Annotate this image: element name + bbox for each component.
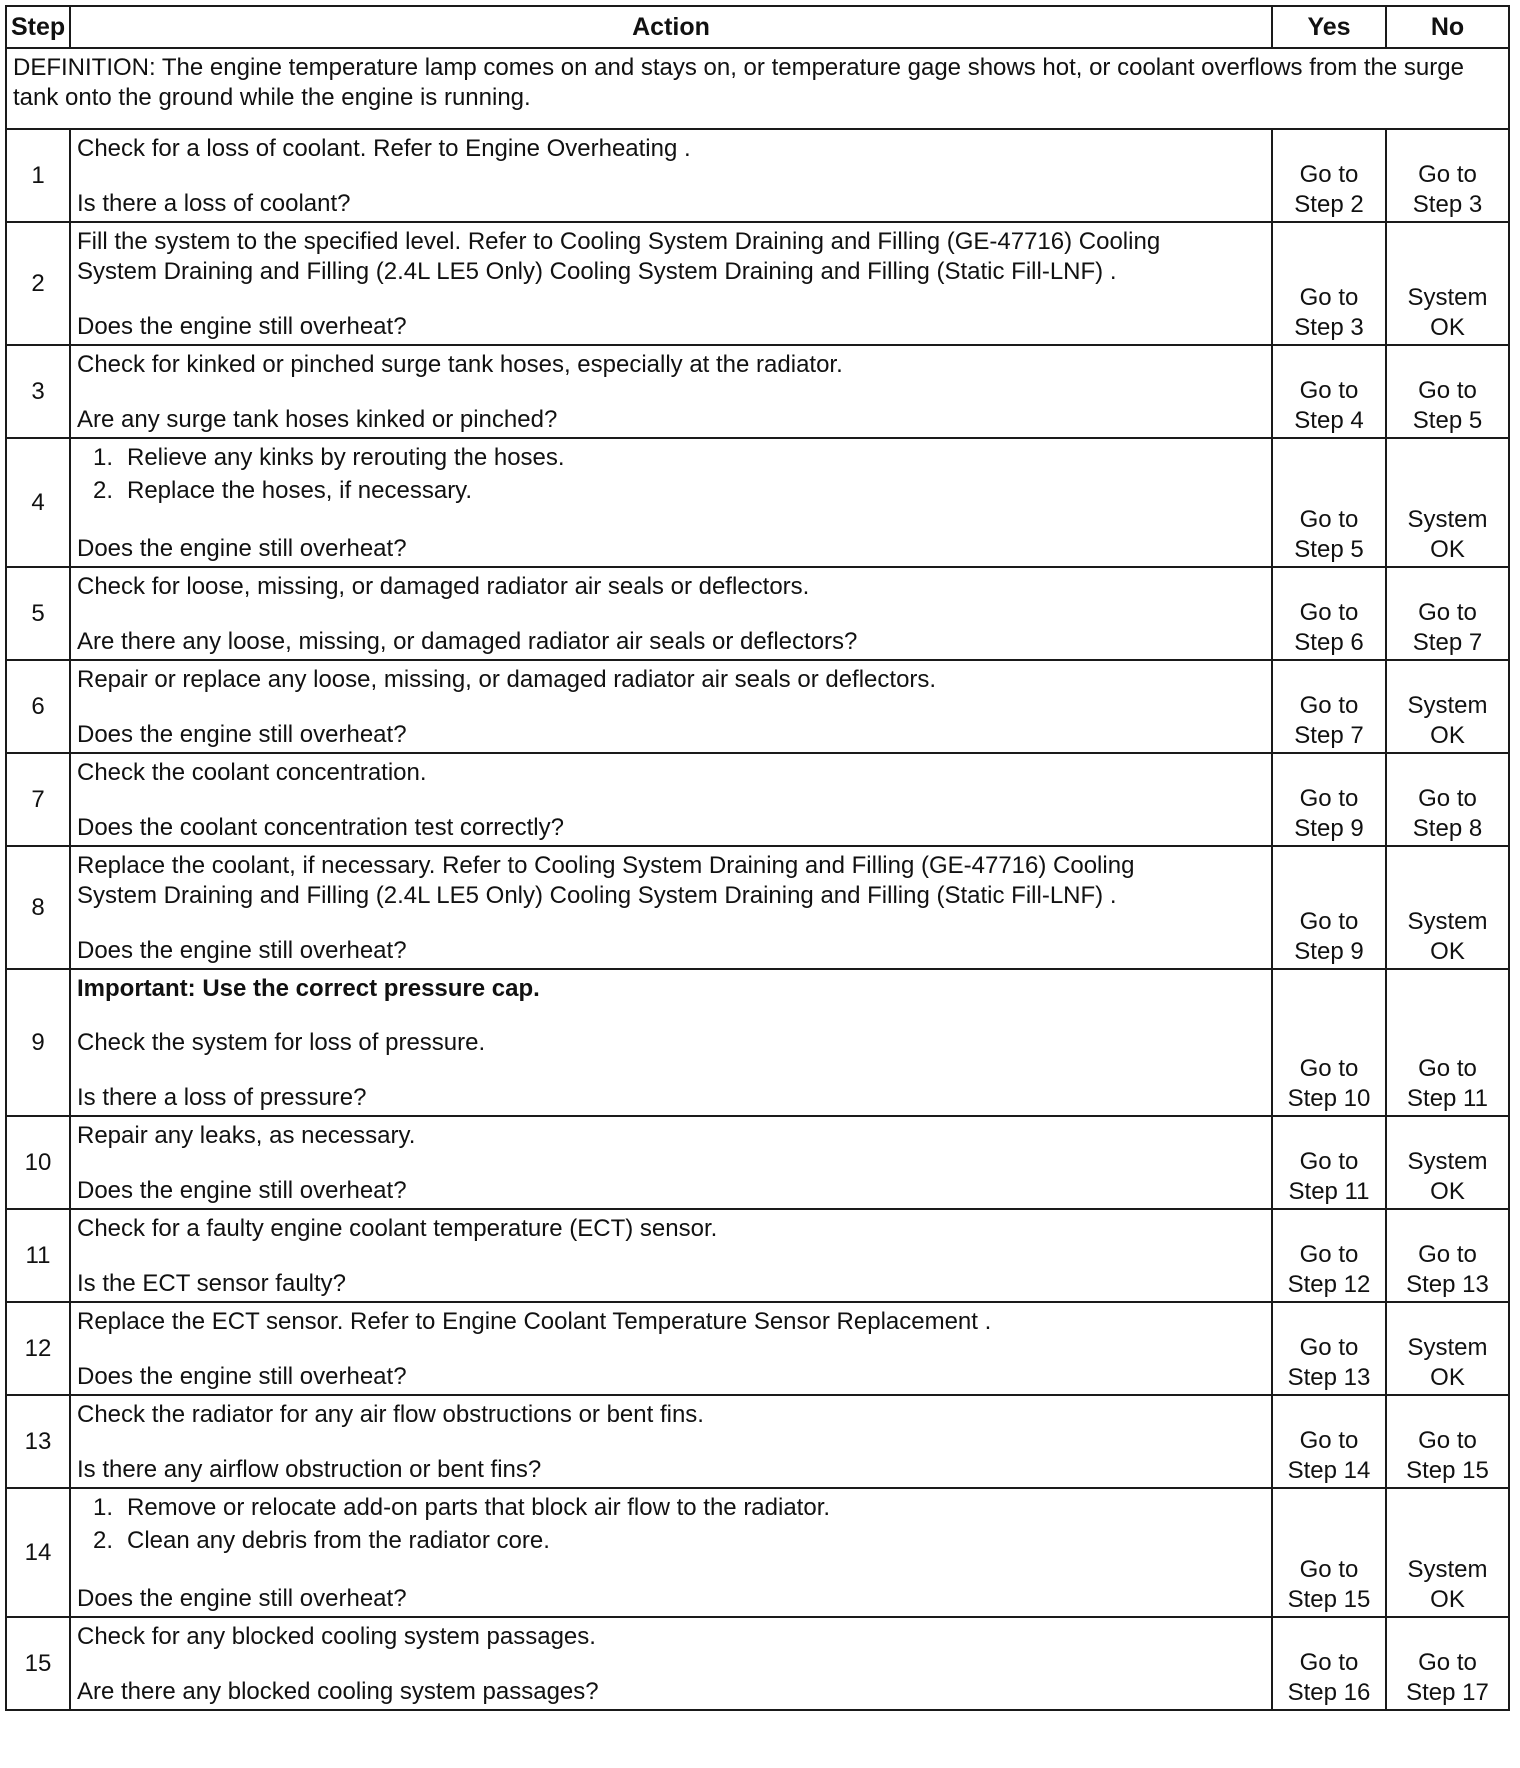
step-number: 12 (6, 1302, 70, 1395)
action-cell (70, 222, 1272, 345)
action-cell (70, 1395, 1272, 1488)
table-row (6, 438, 1509, 567)
yes-cell (1272, 345, 1386, 438)
spacer (77, 695, 1265, 720)
action-question: Are there any loose, missing, or damaged radiator air seals or deflectors? (77, 628, 858, 655)
no-result: Go to (1418, 785, 1477, 812)
no-cell (1386, 129, 1509, 222)
spacer (77, 1337, 1265, 1362)
spacer (77, 1559, 1265, 1584)
step-number: 10 (6, 1116, 70, 1209)
yes-result: Go to (1299, 785, 1359, 812)
list-item-text: Remove or relocate add-on parts that block air flow to the radiator. (127, 1494, 831, 1521)
no-result: Step 13 (1406, 1271, 1489, 1298)
list-item-text: Relieve any kinks by rerouting the hoses. (127, 444, 565, 471)
action-text: Check for any blocked cooling system passages. (77, 1623, 596, 1650)
table-row (6, 753, 1509, 846)
action-question: Does the engine still overheat? (77, 313, 407, 340)
yes-result: Go to (1299, 1427, 1359, 1454)
yes-cell (1272, 1395, 1386, 1488)
no-result: System (1407, 908, 1488, 935)
action-text: Check the coolant concentration. (77, 759, 427, 786)
action-text: Replace the coolant, if necessary. Refer to Cooling System Draining and Filling (GE-47716) Cooling (77, 852, 1135, 879)
yes-result: Step 4 (1294, 407, 1364, 434)
no-result: Go to (1418, 1055, 1477, 1082)
yes-result: Step 14 (1287, 1457, 1371, 1484)
step-number: 13 (6, 1395, 70, 1488)
action-cell (70, 969, 1272, 1116)
yes-result: Step 15 (1287, 1586, 1371, 1613)
action-question: Does the engine still overheat? (77, 1177, 407, 1204)
spacer (77, 1151, 1265, 1176)
action-cell (70, 1209, 1272, 1302)
step-number: 1 (6, 129, 70, 222)
no-cell (1386, 1116, 1509, 1209)
spacer (77, 380, 1265, 405)
action-cell (70, 345, 1272, 438)
table-row (6, 846, 1509, 969)
no-result: Go to (1418, 377, 1477, 404)
no-result: OK (1430, 536, 1465, 563)
list-item-number: 1. (93, 444, 114, 471)
list-item-text: Replace the hoses, if necessary. (127, 477, 473, 504)
yes-result: Go to (1299, 161, 1359, 188)
step-number: 9 (6, 969, 70, 1116)
table-row (6, 129, 1509, 222)
list-item-text: Clean any debris from the radiator core. (127, 1527, 550, 1554)
action-question: Is there any airflow obstruction or bent fins? (77, 1456, 542, 1483)
no-result: Go to (1418, 599, 1477, 626)
yes-result: Step 11 (1288, 1178, 1370, 1205)
action-text: Repair or replace any loose, missing, or damaged radiator air seals or deflectors. (77, 666, 937, 693)
action-list-item (77, 443, 1265, 473)
table-row (6, 1617, 1509, 1710)
spacer (77, 1430, 1265, 1455)
step-number: 8 (6, 846, 70, 969)
no-result: OK (1430, 938, 1465, 965)
step-number: 3 (6, 345, 70, 438)
step-number: 15 (6, 1617, 70, 1710)
no-cell (1386, 753, 1509, 846)
yes-result: Go to (1299, 506, 1359, 533)
step-number: 4 (6, 438, 70, 567)
no-result: OK (1430, 722, 1465, 749)
yes-cell (1272, 969, 1386, 1116)
spacer (77, 1652, 1265, 1677)
important-note: Important: Use the correct pressure cap. (77, 975, 540, 1002)
table-row (6, 660, 1509, 753)
no-result: System (1407, 1556, 1488, 1583)
step-number: 14 (6, 1488, 70, 1617)
action-text: Repair any leaks, as necessary. (77, 1122, 416, 1149)
diagnostic-table (5, 5, 1510, 1711)
table-row (6, 1488, 1509, 1617)
no-cell (1386, 1302, 1509, 1395)
list-item-number: 2. (93, 1527, 114, 1554)
action-question: Does the engine still overheat? (77, 937, 407, 964)
action-text: Check the radiator for any air flow obstructions or bent fins. (77, 1401, 704, 1428)
no-result: System (1407, 284, 1488, 311)
yes-cell (1272, 438, 1386, 567)
action-cell (70, 1302, 1272, 1395)
step-number: 11 (6, 1209, 70, 1302)
yes-cell (1272, 567, 1386, 660)
no-result: System (1407, 506, 1488, 533)
yes-result: Go to (1299, 284, 1359, 311)
spacer (77, 911, 1265, 936)
no-cell (1386, 1488, 1509, 1617)
yes-result: Step 2 (1294, 191, 1364, 218)
yes-result: Step 9 (1294, 938, 1364, 965)
step-number: 6 (6, 660, 70, 753)
spacer (77, 287, 1265, 312)
yes-result: Go to (1299, 1148, 1359, 1175)
yes-cell (1272, 660, 1386, 753)
yes-cell (1272, 222, 1386, 345)
header-action: Action (70, 6, 1272, 48)
action-cell (70, 660, 1272, 753)
no-cell (1386, 567, 1509, 660)
yes-result: Go to (1299, 1334, 1359, 1361)
action-question: Does the engine still overheat? (77, 535, 407, 562)
action-cell (70, 1488, 1272, 1617)
yes-result: Step 16 (1287, 1679, 1371, 1706)
action-text: Check for a faulty engine coolant temperature (ECT) sensor. (77, 1215, 718, 1242)
table-row (6, 1395, 1509, 1488)
no-cell (1386, 345, 1509, 438)
action-question: Are any surge tank hoses kinked or pinched? (77, 406, 558, 433)
action-question: Does the coolant concentration test correctly? (77, 814, 564, 841)
no-cell (1386, 969, 1509, 1116)
no-result: Step 17 (1406, 1679, 1489, 1706)
spacer (77, 1244, 1265, 1269)
no-result: System (1407, 1334, 1488, 1361)
table-row (6, 1209, 1509, 1302)
yes-result: Go to (1299, 1055, 1359, 1082)
no-result: Step 5 (1412, 407, 1483, 434)
action-question: Is there a loss of coolant? (77, 190, 351, 217)
definition-text: DEFINITION: The engine temperature lamp comes on and stays on, or temperature gage shows hot, or coolant overflows from the surge tank onto the ground while the engine is running. (6, 48, 1509, 129)
yes-result: Step 3 (1294, 314, 1364, 341)
action-text: Replace the ECT sensor. Refer to Engine Coolant Temperature Sensor Replacement . (77, 1308, 992, 1335)
no-result: System (1407, 692, 1488, 719)
no-cell (1386, 1617, 1509, 1710)
action-cell (70, 753, 1272, 846)
spacer (77, 602, 1265, 627)
action-list-item (77, 1493, 1265, 1523)
table-row (6, 345, 1509, 438)
yes-cell (1272, 1617, 1386, 1710)
action-text: Check for kinked or pinched surge tank hoses, especially at the radiator. (77, 351, 843, 378)
no-result: OK (1430, 1178, 1465, 1205)
no-result: Go to (1418, 161, 1477, 188)
spacer (77, 1058, 1265, 1083)
no-result: System (1407, 1148, 1488, 1175)
action-cell (70, 129, 1272, 222)
spacer (77, 164, 1265, 189)
action-text: Fill the system to the specified level. Refer to Cooling System Draining and Filling (GE-47716) Cooling (77, 228, 1161, 255)
no-result: Go to (1418, 1241, 1477, 1268)
table-row (6, 567, 1509, 660)
no-result: Step 7 (1412, 629, 1483, 656)
action-cell (70, 1617, 1272, 1710)
action-question: Does the engine still overheat? (77, 1585, 407, 1612)
yes-cell (1272, 846, 1386, 969)
header-yes: Yes (1272, 6, 1386, 48)
action-text: Check the system for loss of pressure. (77, 1029, 486, 1056)
no-result: Go to (1418, 1649, 1477, 1676)
action-list-item (77, 476, 1265, 506)
action-cell (70, 1116, 1272, 1209)
step-number: 7 (6, 753, 70, 846)
no-result: Go to (1418, 1427, 1477, 1454)
spacer (77, 509, 1265, 534)
yes-cell (1272, 1116, 1386, 1209)
yes-cell (1272, 1488, 1386, 1617)
spacer (77, 1004, 1265, 1028)
diagnostic-table-sheet (5, 5, 1508, 1764)
yes-result: Go to (1299, 599, 1359, 626)
no-result: OK (1430, 1586, 1465, 1613)
yes-cell (1272, 753, 1386, 846)
no-result: Step 15 (1406, 1457, 1489, 1484)
action-cell (70, 846, 1272, 969)
list-item-number: 1. (93, 1494, 114, 1521)
no-cell (1386, 660, 1509, 753)
no-cell (1386, 1395, 1509, 1488)
action-cell (70, 567, 1272, 660)
yes-cell (1272, 129, 1386, 222)
yes-cell (1272, 1209, 1386, 1302)
action-list-item (77, 1526, 1265, 1556)
yes-result: Step 6 (1294, 629, 1364, 656)
action-question: Is the ECT sensor faulty? (77, 1270, 347, 1297)
action-question: Does the engine still overheat? (77, 1363, 407, 1390)
yes-result: Go to (1299, 1241, 1359, 1268)
no-cell (1386, 222, 1509, 345)
step-number: 2 (6, 222, 70, 345)
action-question: Is there a loss of pressure? (77, 1084, 367, 1111)
header-step: Step (6, 6, 70, 48)
yes-result: Step 9 (1294, 815, 1364, 842)
yes-cell (1272, 1302, 1386, 1395)
header-row (6, 6, 1509, 48)
yes-result: Step 10 (1287, 1085, 1371, 1112)
header-no: No (1386, 6, 1509, 48)
list-item-number: 2. (93, 477, 114, 504)
yes-result: Step 5 (1294, 536, 1364, 563)
no-cell (1386, 438, 1509, 567)
table-row (6, 969, 1509, 1116)
no-result: Step 8 (1412, 815, 1483, 842)
yes-result: Go to (1299, 1556, 1359, 1583)
yes-result: Step 7 (1294, 722, 1364, 749)
table-row (6, 1302, 1509, 1395)
yes-result: Go to (1299, 1649, 1359, 1676)
action-cell (70, 438, 1272, 567)
step-number: 5 (6, 567, 70, 660)
no-cell (1386, 1209, 1509, 1302)
yes-result: Step 12 (1287, 1271, 1371, 1298)
no-cell (1386, 846, 1509, 969)
definition-row (6, 48, 1509, 129)
no-result: Step 3 (1412, 191, 1483, 218)
action-text: System Draining and Filling (2.4L LE5 Only) Cooling System Draining and Filling (Static Fill-LNF) . (77, 258, 1117, 285)
yes-result: Go to (1299, 377, 1359, 404)
action-question: Are there any blocked cooling system passages? (77, 1678, 599, 1705)
no-result: OK (1430, 314, 1465, 341)
no-result: Step 11 (1407, 1085, 1488, 1112)
yes-result: Step 13 (1287, 1364, 1371, 1391)
table-row (6, 1116, 1509, 1209)
action-text: Check for loose, missing, or damaged radiator air seals or deflectors. (77, 573, 810, 600)
action-question: Does the engine still overheat? (77, 721, 407, 748)
action-text: System Draining and Filling (2.4L LE5 Only) Cooling System Draining and Filling (Static Fill-LNF) . (77, 882, 1117, 909)
spacer (77, 788, 1265, 813)
action-text: Check for a loss of coolant. Refer to Engine Overheating . (77, 135, 691, 162)
yes-result: Go to (1299, 908, 1359, 935)
table-row (6, 222, 1509, 345)
yes-result: Go to (1299, 692, 1359, 719)
no-result: OK (1430, 1364, 1465, 1391)
